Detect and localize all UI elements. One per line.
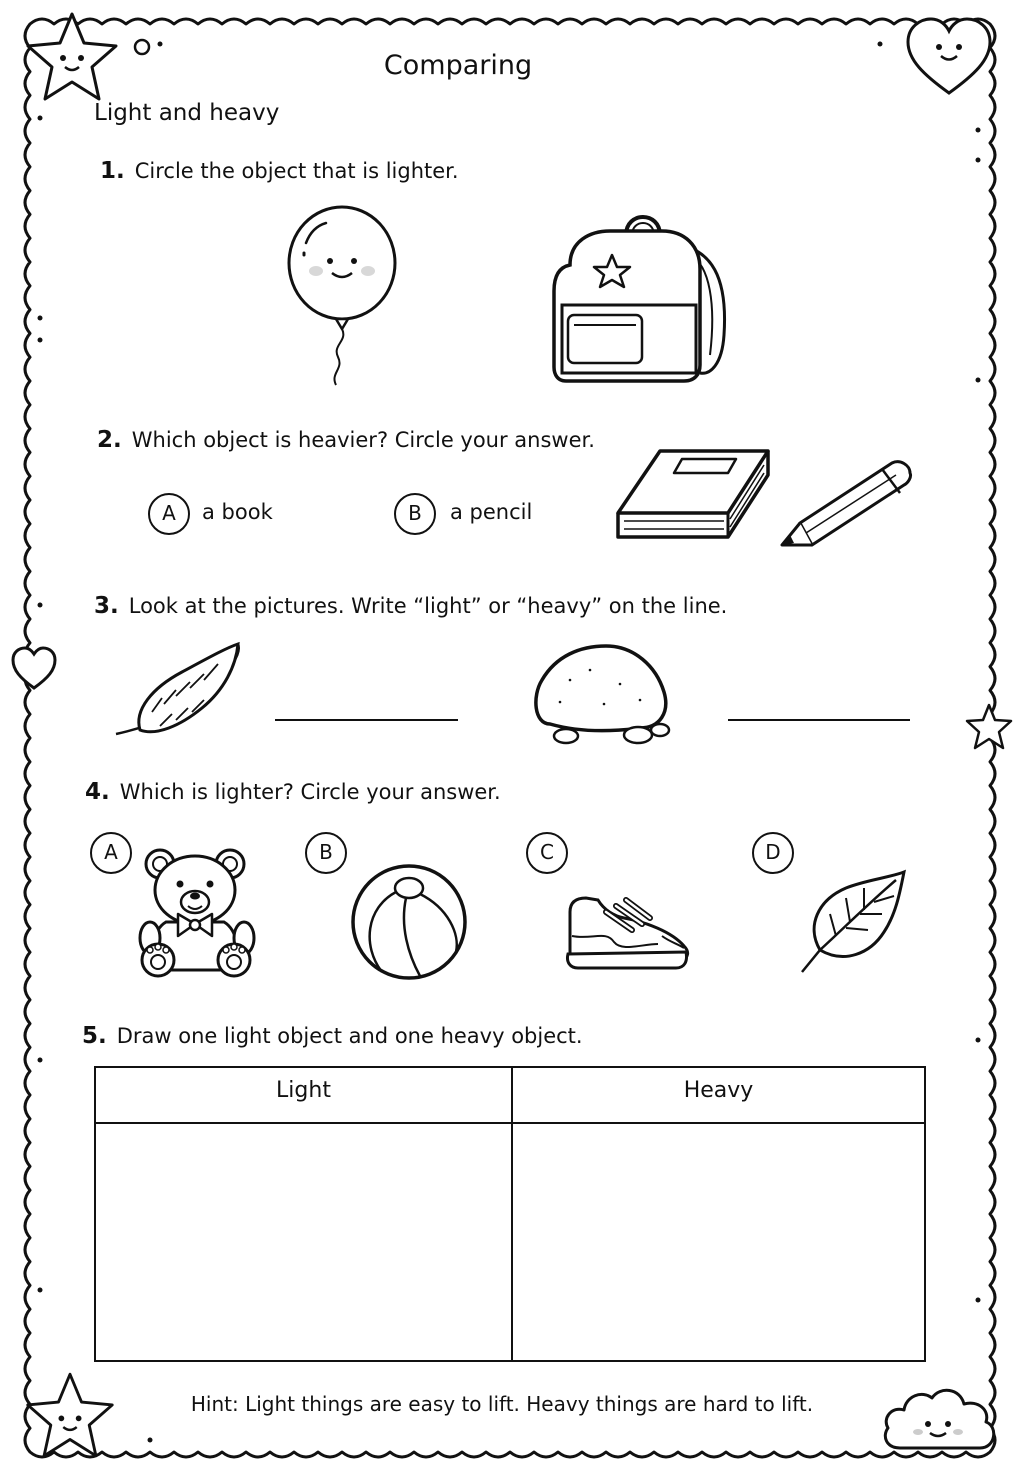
question-text: Look at the pictures. Write “light” or “heavy” on the line.	[128, 594, 728, 618]
leaf-picture[interactable]	[800, 866, 910, 976]
teddy-bear-picture[interactable]	[136, 846, 262, 980]
star-face-icon	[22, 1370, 118, 1462]
heart-face-icon	[904, 15, 994, 97]
question-2	[97, 427, 595, 453]
worksheet-title: Comparing	[383, 50, 533, 81]
rock-picture	[530, 640, 676, 746]
question-number: 5.	[82, 1023, 107, 1049]
question-3	[94, 593, 727, 619]
option-a-circle[interactable]: A	[148, 493, 190, 535]
question-number: 2.	[97, 427, 122, 453]
question-1	[100, 158, 459, 184]
option-b-label[interactable]: a pencil	[450, 500, 533, 524]
light-drawing-area[interactable]	[96, 1124, 509, 1360]
question-5	[82, 1023, 583, 1049]
shoe-picture[interactable]	[562, 892, 694, 974]
column-header-heavy: Heavy	[683, 1078, 754, 1103]
question-number: 4.	[85, 779, 110, 805]
question-text: Draw one light object and one heavy object.	[116, 1024, 583, 1048]
option-a-label[interactable]: a book	[202, 500, 273, 524]
question-4	[85, 779, 501, 805]
feather-picture	[112, 640, 246, 742]
heavy-drawing-area[interactable]	[513, 1124, 926, 1360]
backpack-picture[interactable]	[550, 205, 730, 385]
question-number: 1.	[100, 158, 125, 184]
question-text: Which is lighter? Circle your answer.	[119, 780, 501, 804]
pencil-picture	[778, 455, 918, 551]
option-a-circle[interactable]: A	[90, 832, 132, 874]
question-text: Which object is heavier? Circle your answer.	[131, 428, 595, 452]
option-b-circle[interactable]: B	[305, 832, 347, 874]
option-b-circle[interactable]: B	[394, 493, 436, 535]
hint-text: Hint: Light things are easy to lift. Heavy things are hard to lift.	[190, 1392, 814, 1416]
drawing-table	[94, 1066, 926, 1362]
feather-answer-line[interactable]	[275, 719, 458, 721]
column-header-light: Light	[276, 1078, 331, 1103]
option-d-circle[interactable]: D	[752, 832, 794, 874]
heart-icon	[10, 645, 58, 691]
option-c-circle[interactable]: C	[526, 832, 568, 874]
ball-picture[interactable]	[348, 862, 470, 982]
rock-answer-line[interactable]	[728, 719, 910, 721]
worksheet-subtitle: Light and heavy	[94, 100, 280, 126]
book-picture	[612, 445, 774, 549]
balloon-picture[interactable]	[284, 205, 400, 391]
question-number: 3.	[94, 593, 119, 619]
question-text: Circle the object that is lighter.	[134, 159, 459, 183]
star-icon	[964, 702, 1014, 752]
